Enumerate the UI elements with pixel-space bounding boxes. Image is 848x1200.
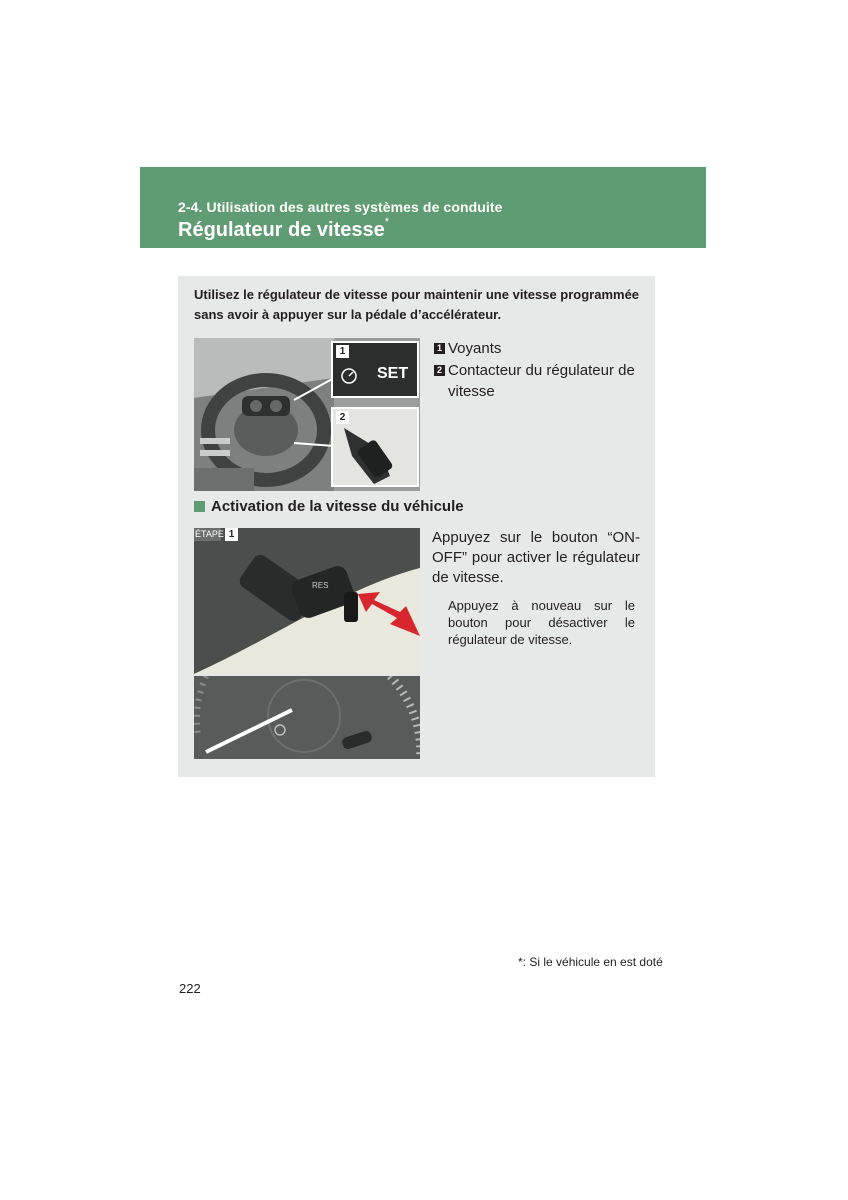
- subheading: [194, 498, 464, 515]
- intro-text: Utilisez le régulateur de vitesse pour maintenir une vitesse programmée sans avoir à appuyer sur la pédale d’accélérateur.: [194, 287, 640, 322]
- gauge-figure: [194, 676, 420, 759]
- legend-label: Voyants: [448, 340, 502, 357]
- section-header: [140, 167, 706, 248]
- step-label: ÉTAPE: [195, 529, 224, 539]
- callout-2: 2: [336, 411, 349, 424]
- page-title-text: Régulateur de vitesse: [178, 219, 385, 241]
- set-indicator: SET: [377, 365, 409, 382]
- figure-legend: [434, 338, 640, 402]
- lever-figure: [194, 528, 420, 674]
- subheading-text: Activation de la vitesse du véhicule: [211, 498, 464, 515]
- svg-text:RES: RES: [312, 581, 329, 590]
- footnote: *: Si le véhicule en est doté: [518, 955, 663, 969]
- step-note: Appuyez à nouveau sur le bouton pour désactiver le régulateur de vitesse.: [448, 598, 635, 647]
- legend-label: Contacteur du régulateur de vitesse: [448, 362, 635, 400]
- legend-number: 1: [434, 343, 445, 354]
- legend-item: [434, 360, 640, 402]
- callout-1: 1: [336, 345, 349, 358]
- lever-illustration: [194, 528, 420, 674]
- content-panel: [178, 276, 655, 777]
- step-number: 1: [228, 529, 235, 540]
- title-footnote-mark: *: [384, 216, 390, 229]
- bullet-square-icon: [194, 501, 205, 512]
- dashboard-illustration: [194, 338, 420, 491]
- legend-number: 2: [434, 365, 445, 376]
- legend-item: [434, 338, 640, 359]
- page-title: [178, 216, 390, 242]
- section-label: 2-4. Utilisation des autres systèmes de conduite: [178, 199, 503, 215]
- page-number: 222: [179, 981, 201, 996]
- gauge-illustration: [194, 676, 420, 759]
- step-instruction: Appuyez sur le bouton “ON-OFF” pour activer le régulateur de vitesse.: [432, 529, 640, 586]
- dashboard-figure: [194, 338, 420, 491]
